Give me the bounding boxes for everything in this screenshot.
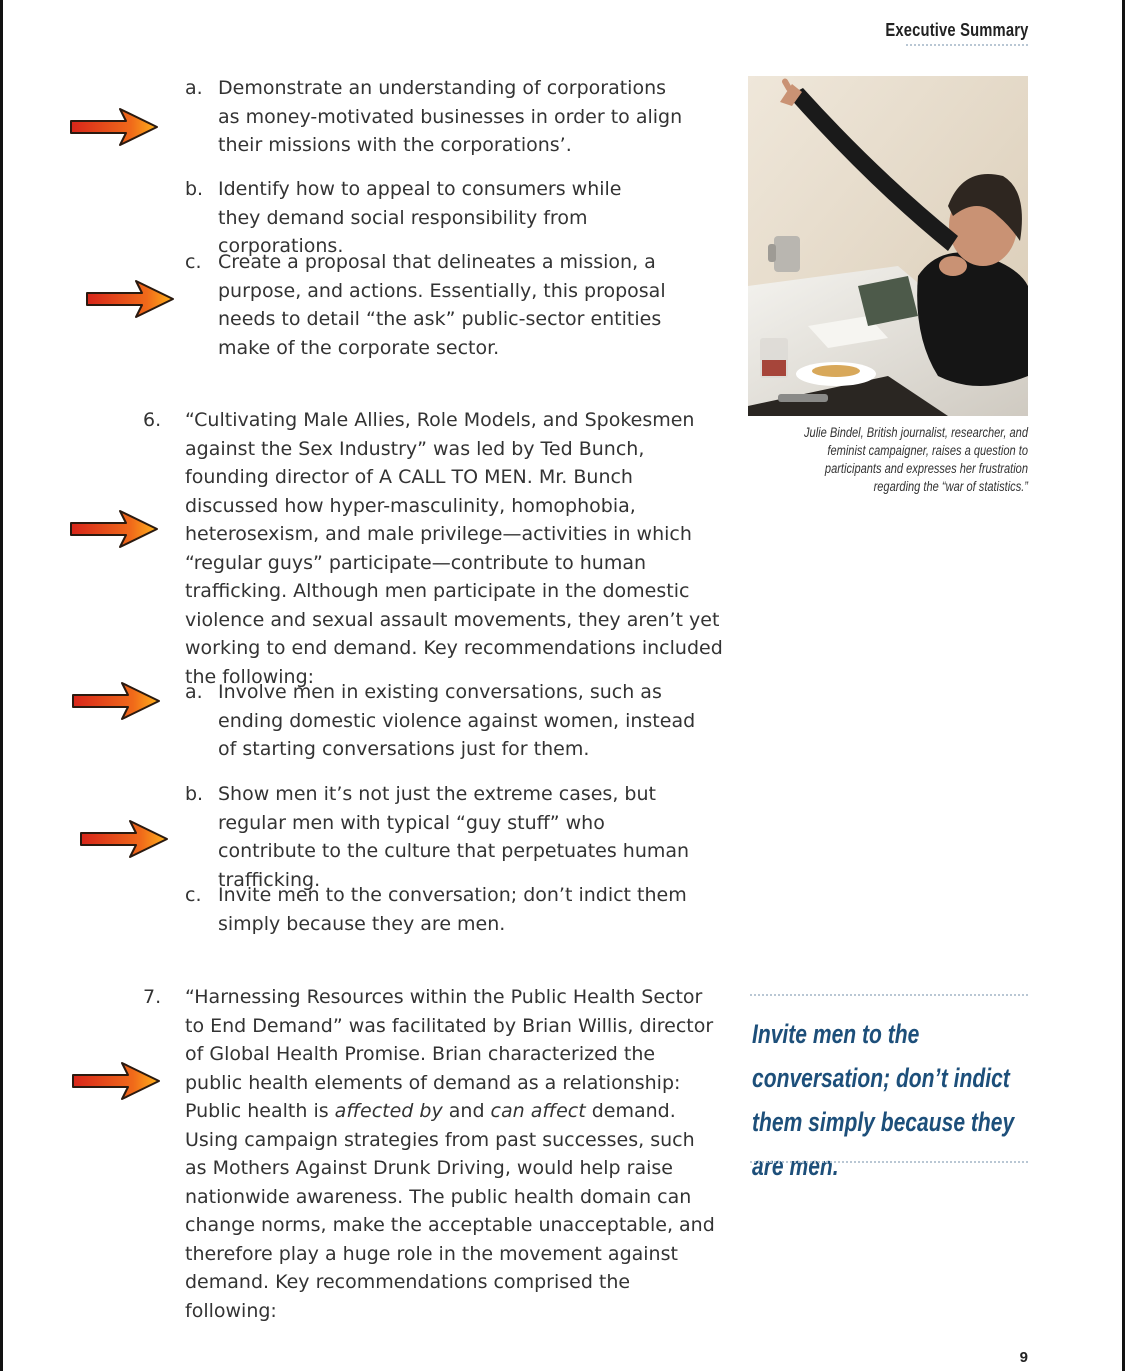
- list-marker: a.: [185, 681, 203, 703]
- list-item-text: [185, 983, 715, 1325]
- right-arrow-icon: [70, 678, 162, 724]
- right-arrow-icon: [84, 276, 176, 322]
- pull-quote-bottom-rule: [750, 1161, 1028, 1163]
- text-run: demand. Using campaign strategies from past successes, such as Mothers Against Drunk Driving, would help raise nationwide awareness. The public health domain can change norms, make the acceptable unacceptable, and therefore play a huge role in the movement against demand. Key recommendations comprised the following:: [185, 1100, 715, 1322]
- list-item-text: Show men it’s not just the extreme cases, but regular men with typical “guy stuff” who contribute to the culture that perpetuates human trafficking.: [218, 783, 690, 891]
- photo-caption: Julie Bindel, British journalist, researcher, and feminist campaigner, raises a question to participants and expresses her frustration regarding the “war of statistics.”: [804, 425, 1028, 494]
- list-item-text: “Cultivating Male Allies, Role Models, and Spokesmen against the Sex Industry” was led by Ted Bunch, founding director of A CALL TO MEN. Mr. Bunch discussed how hyper-masculinity, homophobia, heterosexism, and male privilege—activities in which “regular guys” participate—contribute to human trafficking. Although men participate in the domestic violence and sexual assault movements, they aren’t yet working to end demand. Key recommendations included the following:: [185, 409, 723, 688]
- pull-quote: Invite men to the conversation; don’t indict them simply because they are men.: [752, 1019, 1015, 1181]
- list-item-text: Involve men in existing conversations, such as ending domestic violence against women, instead of starting conversations just for them.: [218, 681, 696, 760]
- pull-quote-top-rule: [750, 994, 1028, 996]
- text-run: “Harnessing Resources within the Public Health Sector to End Demand” was facilitated by Brian Willis, director of Global Health Promise. Brian characterized the public health elements of demand as a relationship: Public health is: [185, 986, 714, 1122]
- list-item-text: Demonstrate an understanding of corporations as money-motivated businesses in order to align their missions with the corporations’.: [218, 77, 683, 156]
- right-arrow-icon: [68, 506, 160, 552]
- list-marker: c.: [185, 884, 202, 906]
- list-marker: b.: [185, 783, 204, 805]
- list-marker: c.: [185, 251, 202, 273]
- list-item-text: Identify how to appeal to consumers while they demand social responsibility from corporations.: [218, 178, 622, 257]
- emphasis-text: affected by: [334, 1100, 443, 1122]
- running-header: Executive Summary: [884, 20, 1028, 40]
- list-marker: b.: [185, 178, 204, 200]
- page-number: 9: [1019, 1349, 1028, 1366]
- emphasis-text: can affect: [490, 1100, 586, 1122]
- list-marker: a.: [185, 77, 203, 99]
- right-arrow-icon: [70, 1058, 162, 1104]
- right-arrow-icon: [78, 816, 170, 862]
- photo-illustration: [748, 76, 1028, 416]
- header-dotted-rule: [906, 44, 1028, 46]
- left-page-edge: [0, 0, 3, 1371]
- event-photo: [748, 76, 1028, 416]
- text-run: and: [442, 1100, 491, 1122]
- list-marker: 7.: [143, 986, 162, 1008]
- right-arrow-icon: [68, 104, 160, 150]
- list-item-text: Create a proposal that delineates a mission, a purpose, and actions. Essentially, this proposal needs to detail “the ask” public-sector entities make of the corporate sector.: [218, 251, 666, 359]
- list-marker: 6.: [143, 409, 162, 431]
- list-item-text: Invite men to the conversation; don’t indict them simply because they are men.: [218, 884, 687, 935]
